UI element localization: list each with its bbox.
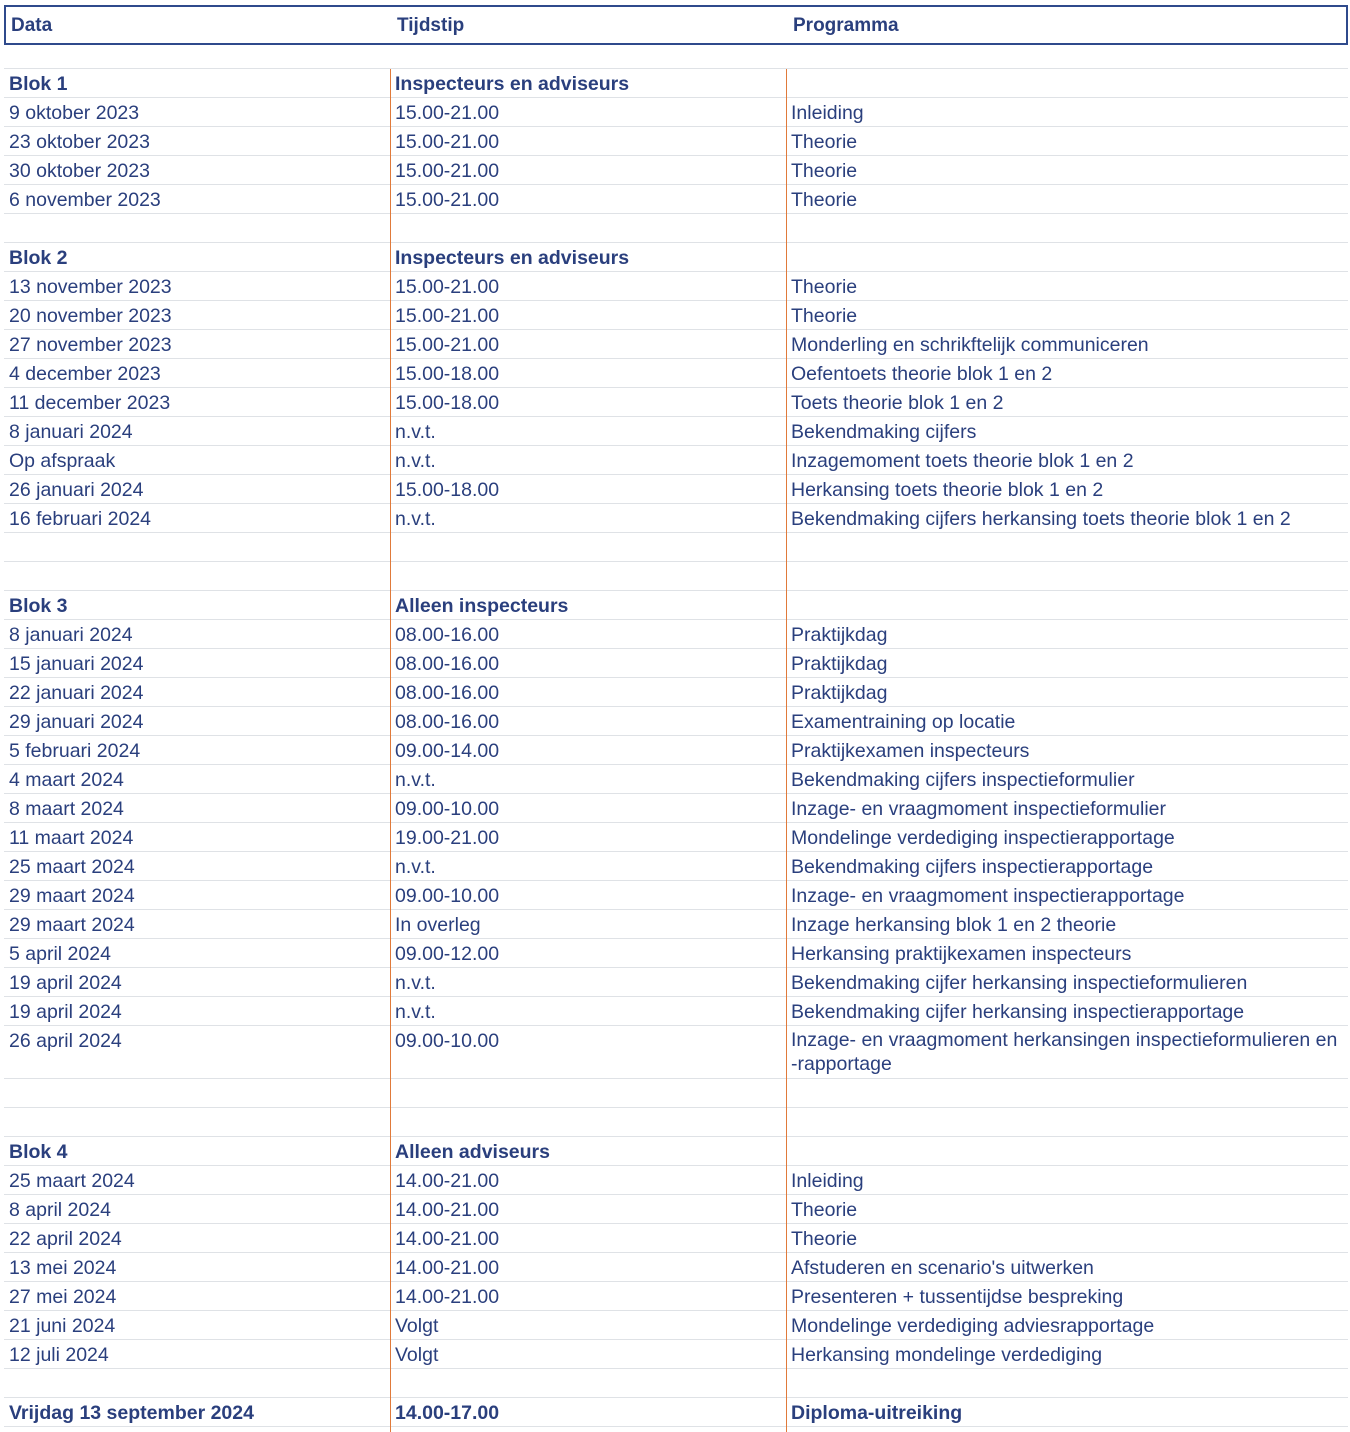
program-cell[interactable]: Theorie xyxy=(791,160,858,182)
time-cell[interactable]: n.v.t. xyxy=(395,769,436,791)
program-cell[interactable]: Bekendmaking cijfer herkansing inspectierapportage xyxy=(791,1001,1245,1023)
table-row xyxy=(4,1195,1348,1224)
block-title[interactable]: Blok 4 xyxy=(9,1141,68,1163)
table-row xyxy=(4,504,1348,533)
program-cell[interactable]: Examentraining op locatie xyxy=(791,711,1016,733)
program-cell[interactable]: Herkansing toets theorie blok 1 en 2 xyxy=(791,479,1104,501)
empty-row[interactable] xyxy=(4,533,1348,562)
program-cell[interactable]: Oefentoets theorie blok 1 en 2 xyxy=(791,363,1053,385)
date-cell[interactable]: 19 april 2024 xyxy=(9,972,122,994)
time-cell[interactable]: 15.00-21.00 xyxy=(395,334,500,356)
time-cell[interactable]: 15.00-21.00 xyxy=(395,305,500,327)
date-cell[interactable]: 4 december 2023 xyxy=(9,363,161,385)
final-program[interactable]: Diploma-uitreiking xyxy=(791,1402,963,1424)
table-row xyxy=(4,272,1348,301)
table-row xyxy=(4,997,1348,1026)
program-cell[interactable]: Praktijkdag xyxy=(791,682,888,704)
time-cell[interactable]: 14.00-21.00 xyxy=(395,1199,500,1221)
program-cell[interactable]: Theorie xyxy=(791,305,858,327)
empty-row[interactable] xyxy=(4,45,1348,69)
time-cell[interactable]: 08.00-16.00 xyxy=(395,711,500,733)
program-cell[interactable]: Bekendmaking cijfer herkansing inspectieformulieren xyxy=(791,972,1248,994)
date-cell[interactable]: 26 januari 2024 xyxy=(9,479,144,501)
time-cell[interactable]: 14.00-21.00 xyxy=(395,1228,500,1250)
block-title-row xyxy=(4,243,1348,272)
program-cell[interactable]: Theorie xyxy=(791,1199,858,1221)
date-cell[interactable]: 30 oktober 2023 xyxy=(9,160,150,182)
block-title-row xyxy=(4,69,1348,98)
table-row xyxy=(4,388,1348,417)
date-cell[interactable]: 8 maart 2024 xyxy=(9,798,124,820)
date-cell[interactable]: 21 juni 2024 xyxy=(9,1315,116,1337)
table-row xyxy=(4,1224,1348,1253)
table-row xyxy=(4,736,1348,765)
table-row xyxy=(4,794,1348,823)
program-cell[interactable]: Mondelinge verdediging adviesrapportage xyxy=(791,1315,1155,1337)
date-cell[interactable]: 9 oktober 2023 xyxy=(9,102,140,124)
date-cell[interactable]: 6 november 2023 xyxy=(9,189,161,211)
table-row xyxy=(4,417,1348,446)
date-cell[interactable]: 12 juli 2024 xyxy=(9,1344,109,1366)
table-row xyxy=(4,1311,1348,1340)
table-row xyxy=(4,678,1348,707)
date-cell[interactable]: Op afspraak xyxy=(9,450,116,472)
time-cell[interactable]: 09.00-10.00 xyxy=(395,798,500,820)
empty-row[interactable] xyxy=(4,562,1348,591)
table-row xyxy=(4,475,1348,504)
table-row xyxy=(4,446,1348,475)
empty-row[interactable] xyxy=(4,1079,1348,1108)
block-title[interactable]: Blok 1 xyxy=(9,73,68,95)
program-cell[interactable]: Inzage- en vraagmoment inspectierapportage xyxy=(791,885,1185,907)
time-cell[interactable]: 15.00-18.00 xyxy=(395,392,500,414)
program-cell[interactable]: Bekendmaking cijfers inspectierapportage xyxy=(791,856,1154,878)
date-cell[interactable]: 19 april 2024 xyxy=(9,1001,122,1023)
program-cell[interactable]: Herkansing praktijkexamen inspecteurs xyxy=(791,943,1132,965)
date-cell[interactable]: 20 november 2023 xyxy=(9,305,172,327)
table-row xyxy=(4,359,1348,388)
time-cell[interactable]: 08.00-16.00 xyxy=(395,682,500,704)
program-cell[interactable]: Praktijkdag xyxy=(791,653,888,675)
column-divider xyxy=(786,69,787,1432)
block-title[interactable]: Blok 3 xyxy=(9,595,68,617)
time-cell[interactable]: Volgt xyxy=(395,1344,439,1366)
schedule-body xyxy=(4,69,1348,1427)
date-cell[interactable]: 8 april 2024 xyxy=(9,1199,111,1221)
time-cell[interactable]: n.v.t. xyxy=(395,508,436,530)
program-cell[interactable]: Theorie xyxy=(791,131,858,153)
program-cell[interactable]: Inzage- en vraagmoment inspectieformulier xyxy=(791,798,1167,820)
table-row xyxy=(4,881,1348,910)
table-row xyxy=(4,649,1348,678)
program-cell[interactable]: Bekendmaking cijfers herkansing toets theorie blok 1 en 2 xyxy=(791,508,1291,530)
time-cell[interactable]: 15.00-21.00 xyxy=(395,160,500,182)
date-cell[interactable]: 5 april 2024 xyxy=(9,943,111,965)
table-row xyxy=(4,765,1348,794)
program-cell[interactable]: Inleiding xyxy=(791,1170,864,1192)
date-cell[interactable]: 5 februari 2024 xyxy=(9,740,141,762)
table-row xyxy=(4,301,1348,330)
header-programma[interactable]: Programma xyxy=(793,15,899,36)
program-cell[interactable]: Theorie xyxy=(791,189,858,211)
date-cell[interactable]: 22 april 2024 xyxy=(9,1228,122,1250)
date-cell[interactable]: 16 februari 2024 xyxy=(9,508,152,530)
block-empty-cell[interactable] xyxy=(786,69,1348,97)
header-row xyxy=(4,5,1348,45)
time-cell[interactable]: 09.00-10.00 xyxy=(395,885,500,907)
time-cell[interactable]: 09.00-10.00 xyxy=(395,1030,500,1052)
final-time[interactable]: 14.00-17.00 xyxy=(395,1402,500,1424)
date-cell[interactable]: 25 maart 2024 xyxy=(9,856,135,878)
time-cell[interactable]: 15.00-21.00 xyxy=(395,276,500,298)
program-cell[interactable]: Inzagemoment toets theorie blok 1 en 2 xyxy=(791,450,1134,472)
time-cell[interactable]: 19.00-21.00 xyxy=(395,827,500,849)
table-row xyxy=(4,823,1348,852)
table-row xyxy=(4,1340,1348,1369)
program-cell[interactable]: Inzage- en vraagmoment herkansingen inspectieformulieren en -rapportage xyxy=(791,1029,1338,1075)
program-cell[interactable]: Mondelinge verdediging inspectierapportage xyxy=(791,827,1175,849)
final-date[interactable]: Vrijdag 13 september 2024 xyxy=(9,1402,254,1424)
table-row xyxy=(4,156,1348,185)
time-cell[interactable]: 08.00-16.00 xyxy=(395,653,500,675)
date-cell[interactable]: 23 oktober 2023 xyxy=(9,131,150,153)
program-cell[interactable]: Theorie xyxy=(791,276,858,298)
header-data[interactable]: Data xyxy=(11,15,53,36)
table-row xyxy=(4,185,1348,214)
table-row xyxy=(4,620,1348,649)
block-group[interactable]: Alleen inspecteurs xyxy=(395,595,569,617)
table-row xyxy=(4,1253,1348,1282)
program-cell[interactable]: Monderling en schrikftelijk communiceren xyxy=(791,334,1149,356)
time-cell[interactable]: 09.00-12.00 xyxy=(395,943,500,965)
table-row xyxy=(4,910,1348,939)
time-cell[interactable]: n.v.t. xyxy=(395,450,436,472)
program-cell[interactable]: Toets theorie blok 1 en 2 xyxy=(791,392,1004,414)
date-cell[interactable]: 8 januari 2024 xyxy=(9,421,133,443)
date-cell[interactable]: 22 januari 2024 xyxy=(9,682,144,704)
program-cell[interactable]: Herkansing mondelinge verdediging xyxy=(791,1344,1103,1366)
program-cell[interactable]: Bekendmaking cijfers xyxy=(791,421,977,443)
date-cell[interactable]: 29 maart 2024 xyxy=(9,885,135,907)
program-cell[interactable]: Afstuderen en scenario's uitwerken xyxy=(791,1257,1094,1279)
date-cell[interactable]: 29 maart 2024 xyxy=(9,914,135,936)
table-row xyxy=(4,98,1348,127)
date-cell[interactable]: 15 januari 2024 xyxy=(9,653,144,675)
table-row xyxy=(4,1166,1348,1195)
column-divider xyxy=(390,69,391,1432)
date-cell[interactable]: 13 november 2023 xyxy=(9,276,172,298)
empty-row[interactable] xyxy=(4,1369,1348,1398)
time-cell[interactable]: n.v.t. xyxy=(395,856,436,878)
table-row xyxy=(4,968,1348,997)
program-cell[interactable]: Bekendmaking cijfers inspectieformulier xyxy=(791,769,1135,791)
final-row xyxy=(4,1398,1348,1427)
table-row xyxy=(4,707,1348,736)
program-cell[interactable]: Theorie xyxy=(791,1228,858,1250)
time-cell[interactable]: 09.00-14.00 xyxy=(395,740,500,762)
empty-row[interactable] xyxy=(4,1108,1348,1137)
time-cell[interactable]: n.v.t. xyxy=(395,421,436,443)
table-row xyxy=(4,852,1348,881)
block-title-row xyxy=(4,591,1348,620)
time-cell[interactable]: 15.00-21.00 xyxy=(395,189,500,211)
block-empty-cell[interactable] xyxy=(786,591,1348,619)
time-cell[interactable]: n.v.t. xyxy=(395,1001,436,1023)
date-cell[interactable]: 27 mei 2024 xyxy=(9,1286,117,1308)
date-cell[interactable]: 13 mei 2024 xyxy=(9,1257,117,1279)
time-cell[interactable]: 14.00-21.00 xyxy=(395,1286,500,1308)
program-cell[interactable]: Inzage herkansing blok 1 en 2 theorie xyxy=(791,914,1117,936)
time-cell[interactable]: 15.00-18.00 xyxy=(395,479,500,501)
block-empty-cell[interactable] xyxy=(786,243,1348,271)
block-title[interactable]: Blok 2 xyxy=(9,247,68,269)
block-group[interactable]: Inspecteurs en adviseurs xyxy=(395,73,630,95)
time-cell[interactable]: 15.00-21.00 xyxy=(395,131,500,153)
date-cell[interactable]: 25 maart 2024 xyxy=(9,1170,135,1192)
time-cell[interactable]: 15.00-21.00 xyxy=(395,102,500,124)
date-cell[interactable]: 4 maart 2024 xyxy=(9,769,124,791)
block-title-row xyxy=(4,1137,1348,1166)
time-cell[interactable]: 14.00-21.00 xyxy=(395,1170,500,1192)
table-row xyxy=(4,1026,1348,1079)
block-empty-cell[interactable] xyxy=(786,1137,1348,1165)
date-cell[interactable]: 27 november 2023 xyxy=(9,334,172,356)
date-cell[interactable]: 29 januari 2024 xyxy=(9,711,144,733)
table-row xyxy=(4,1282,1348,1311)
block-group[interactable]: Alleen adviseurs xyxy=(395,1141,550,1163)
empty-row[interactable] xyxy=(4,214,1348,243)
program-cell[interactable]: Inleiding xyxy=(791,102,864,124)
time-cell[interactable]: 14.00-21.00 xyxy=(395,1257,500,1279)
program-cell[interactable]: Presenteren + tussentijdse bespreking xyxy=(791,1286,1124,1308)
date-cell[interactable]: 11 december 2023 xyxy=(9,392,171,414)
table-row xyxy=(4,330,1348,359)
date-cell[interactable]: 26 april 2024 xyxy=(9,1030,122,1052)
time-cell[interactable]: n.v.t. xyxy=(395,972,436,994)
program-cell[interactable]: Praktijkexamen inspecteurs xyxy=(791,740,1030,762)
header-tijdstip[interactable]: Tijdstip xyxy=(397,15,465,36)
time-cell[interactable]: 15.00-18.00 xyxy=(395,363,500,385)
table-row xyxy=(4,127,1348,156)
schedule-sheet xyxy=(4,0,1348,1427)
table-row xyxy=(4,939,1348,968)
time-cell[interactable]: In overleg xyxy=(395,914,481,936)
block-group[interactable]: Inspecteurs en adviseurs xyxy=(395,247,630,269)
program-cell[interactable]: Praktijkdag xyxy=(791,624,888,646)
date-cell[interactable]: 8 januari 2024 xyxy=(9,624,133,646)
date-cell[interactable]: 11 maart 2024 xyxy=(9,827,134,849)
time-cell[interactable]: 08.00-16.00 xyxy=(395,624,500,646)
time-cell[interactable]: Volgt xyxy=(395,1315,439,1337)
